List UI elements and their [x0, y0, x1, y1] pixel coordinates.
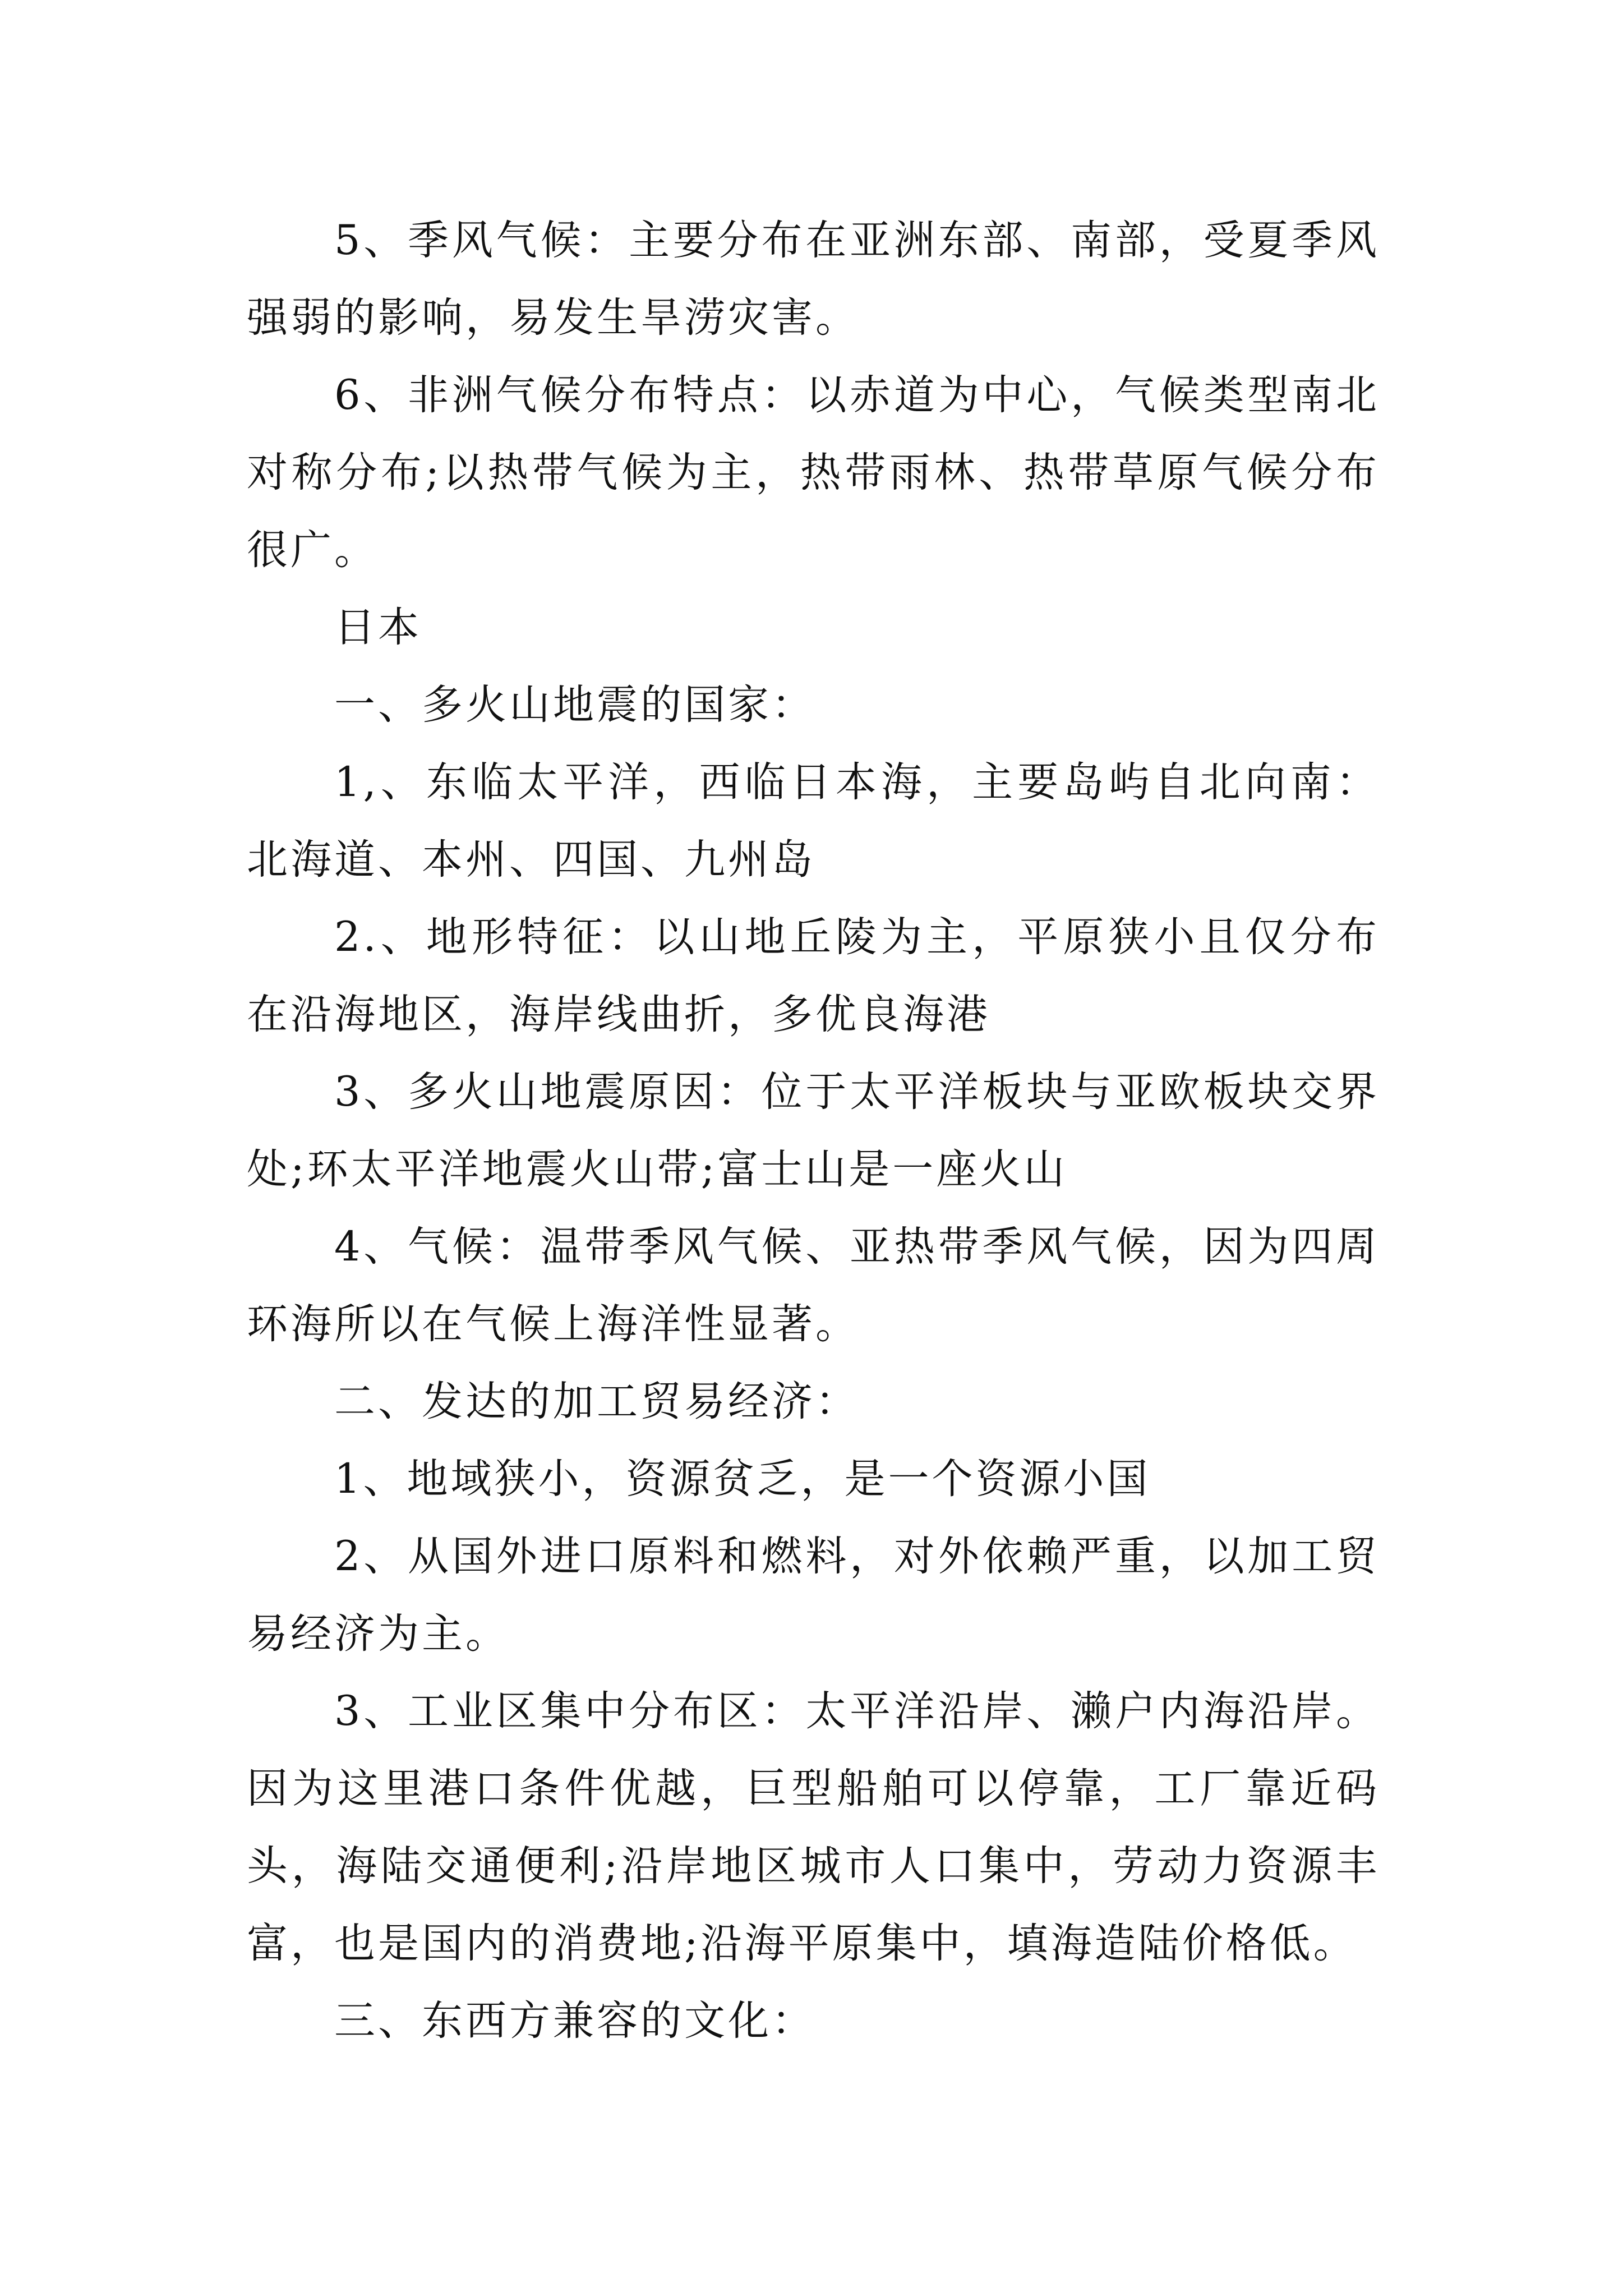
paragraph-japan-terrain: 2.、地形特征：以山地丘陵为主，平原狭小且仅分布在沿海地区，海岸线曲折，多优良海港 — [247, 913, 1380, 1038]
document-body — [247, 202, 1380, 2060]
subheading-volcano-earthquake-country: 一、多火山地震的国家： — [334, 681, 815, 729]
paragraph-limited-resources: 1、地域狭小，资源贫乏，是一个资源小国 — [334, 1455, 1151, 1503]
subheading-east-west-culture: 三、东西方兼容的文化： — [334, 1997, 815, 2045]
paragraph-africa-climate: 6、非洲气候分布特点：以赤道为中心，气候类型南北对称分布;以热带气候为主，热带雨林、热带草原气候分布很广。 — [247, 371, 1380, 574]
paragraph-industrial-zones: 3、工业区集中分布区：太平洋沿岸、濑户内海沿岸。因为这里港口条件优越，巨型船舶可以停靠，工厂靠近码头，海陆交通便利;沿岸地区城市人口集中，劳动力资源丰富，也是国内的消费地;沿海平原集中，填海造陆价格低。 — [247, 1687, 1380, 1967]
section-heading-japan: 日本 — [334, 604, 422, 651]
paragraph-japan-volcano-cause: 3、多火山地震原因：位于太平洋板块与亚欧板块交界处;环太平洋地震火山带;富士山是一座火山 — [247, 1068, 1380, 1193]
paragraph-japan-climate: 4、气候：温带季风气候、亚热带季风气候，因为四周环海所以在气候上海洋性显著。 — [247, 1223, 1380, 1348]
subheading-processing-trade-economy: 二、发达的加工贸易经济： — [334, 1378, 859, 1425]
paragraph-import-dependence: 2、从国外进口原料和燃料，对外依赖严重，以加工贸易经济为主。 — [247, 1533, 1380, 1658]
paragraph-japan-location: 1,、东临太平洋，西临日本海，主要岛屿自北向南：北海道、本州、四国、九州岛 — [247, 758, 1380, 884]
paragraph-monsoon-climate: 5、季风气候：主要分布在亚洲东部、南部，受夏季风强弱的影响，易发生旱涝灾害。 — [247, 217, 1380, 342]
